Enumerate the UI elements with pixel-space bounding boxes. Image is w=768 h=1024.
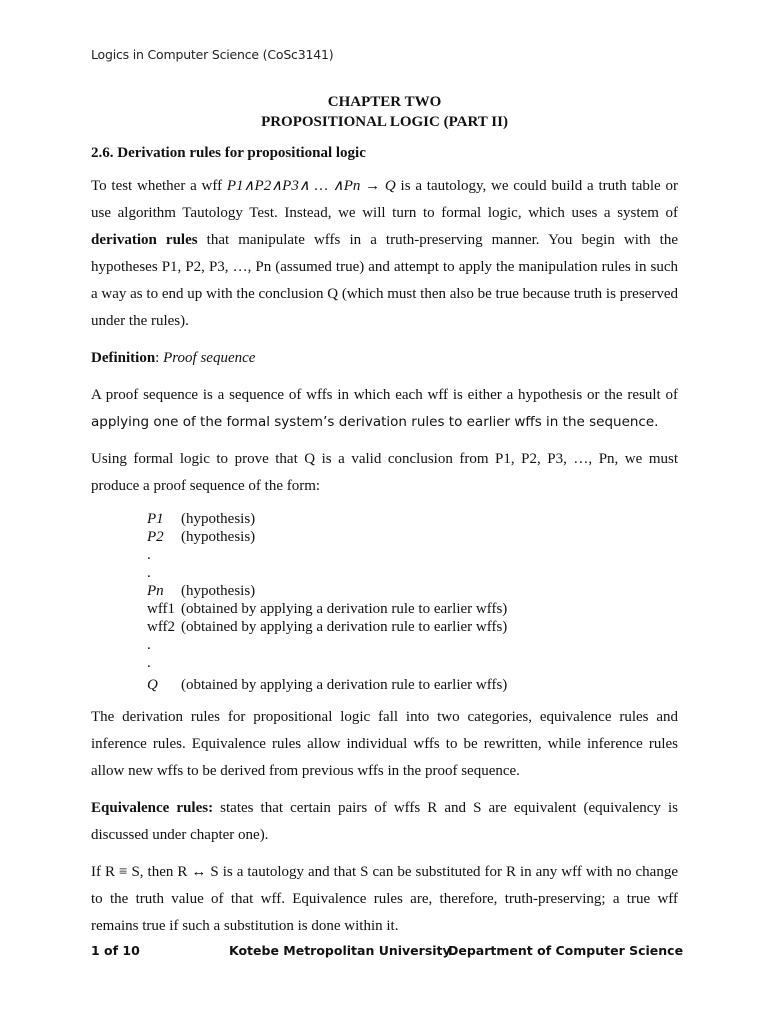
- proof-ellipsis-dot: .: [147, 637, 151, 653]
- proof-lhs: P2: [147, 529, 164, 545]
- proof-rhs: (hypothesis): [181, 529, 256, 545]
- page-number: 1 of 10: [91, 943, 140, 958]
- proof-row: [147, 676, 678, 694]
- intro-text-b: is a tautology, we could build a truth table or use algorithm Tautology Test. Instead, we will turn to formal logic, which uses a system of: [91, 178, 678, 221]
- intro-formula: P1∧P2∧P3∧ … ∧Pn → Q: [226, 178, 396, 194]
- running-header: Logics in Computer Science (CoSc3141): [91, 47, 334, 62]
- definition-title: Proof sequence: [163, 350, 256, 366]
- proof-rhs: (obtained by applying a derivation rule to earlier wffs): [181, 619, 508, 635]
- proof-row: [147, 510, 678, 528]
- proof-lhs: wff1: [147, 601, 176, 617]
- paragraph-categories: The derivation rules for propositional logic fall into two categories, equivalence rules and inference rules. Equivalence rules allow individual wffs to be rewritten, while inference rules allow new wffs to be derived from previous wffs in the proof sequence.: [91, 709, 678, 779]
- footer-university: Kotebe Metropolitan University: [229, 943, 451, 958]
- footer-department: Department of Computer Science: [448, 943, 684, 958]
- proof-lhs: wff2: [147, 619, 176, 635]
- equivalence-label: Equivalence rules:: [91, 800, 214, 816]
- proof-row: [147, 528, 678, 546]
- proof-sequence: [147, 510, 678, 694]
- proof-rhs: (hypothesis): [181, 583, 256, 599]
- proof-row: [147, 600, 678, 618]
- definition-text-a: A proof sequence is a sequence of wffs in which each wff is either a hypothesis or the result of: [91, 387, 678, 403]
- proof-ellipsis-dot: .: [147, 655, 151, 671]
- chapter-number: CHAPTER TWO: [327, 94, 442, 110]
- proof-rhs: (hypothesis): [181, 511, 256, 527]
- proof-lhs: Pn: [147, 583, 164, 599]
- definition-text: [91, 382, 678, 436]
- intro-text-c: that manipulate wffs in a truth-preserving manner. You begin with the hypotheses P1, P2, P3, …, Pn (assumed true) and attempt to apply the manipulation rules in such a way as to end up with the conclusion Q (which must then also be true because truth is preserved under the rules).: [91, 232, 678, 329]
- proof-row: [147, 582, 678, 600]
- page-body: [91, 92, 678, 940]
- paragraph-substitution: If R ≡ S, then R ↔ S is a tautology and that S can be substituted for R in any wff with no change to the truth value of that wff. Equivalence rules are, therefore, truth-preserving; a true wff remains true if such a substitution is done within it.: [91, 864, 678, 934]
- proof-rhs: (obtained by applying a derivation rule to earlier wffs): [181, 677, 508, 693]
- definition-label: Definition: [91, 350, 156, 366]
- equivalence-text: states that certain pairs of wffs R and S are equivalent (equivalency is discussed under chapter one).: [91, 800, 678, 843]
- section-heading: 2.6. Derivation rules for propositional logic: [91, 145, 366, 161]
- proof-lhs: P1: [147, 511, 164, 527]
- proof-lhs: Q: [147, 677, 158, 693]
- proof-ellipsis-dot: .: [147, 547, 151, 563]
- proof-rhs: (obtained by applying a derivation rule to earlier wffs): [181, 601, 508, 617]
- definition-text-b: applying one of the formal system’s derivation rules to earlier wffs in the sequence.: [91, 414, 659, 430]
- definition-line: Definition: Proof sequence: [91, 350, 256, 366]
- paragraph-intro: [91, 173, 678, 335]
- chapter-title: PROPOSITIONAL LOGIC (PART II): [261, 114, 508, 130]
- proof-ellipsis-dot: .: [147, 565, 151, 581]
- intro-bold-term: derivation rules: [91, 232, 198, 248]
- proof-row: [147, 618, 678, 636]
- intro-text-a: To test whether a wff: [91, 178, 227, 194]
- paragraph-equivalence: [91, 795, 678, 849]
- paragraph-proof-intro: Using formal logic to prove that Q is a valid conclusion from P1, P2, P3, …, Pn, we must produce a proof sequence of the form:: [91, 451, 678, 494]
